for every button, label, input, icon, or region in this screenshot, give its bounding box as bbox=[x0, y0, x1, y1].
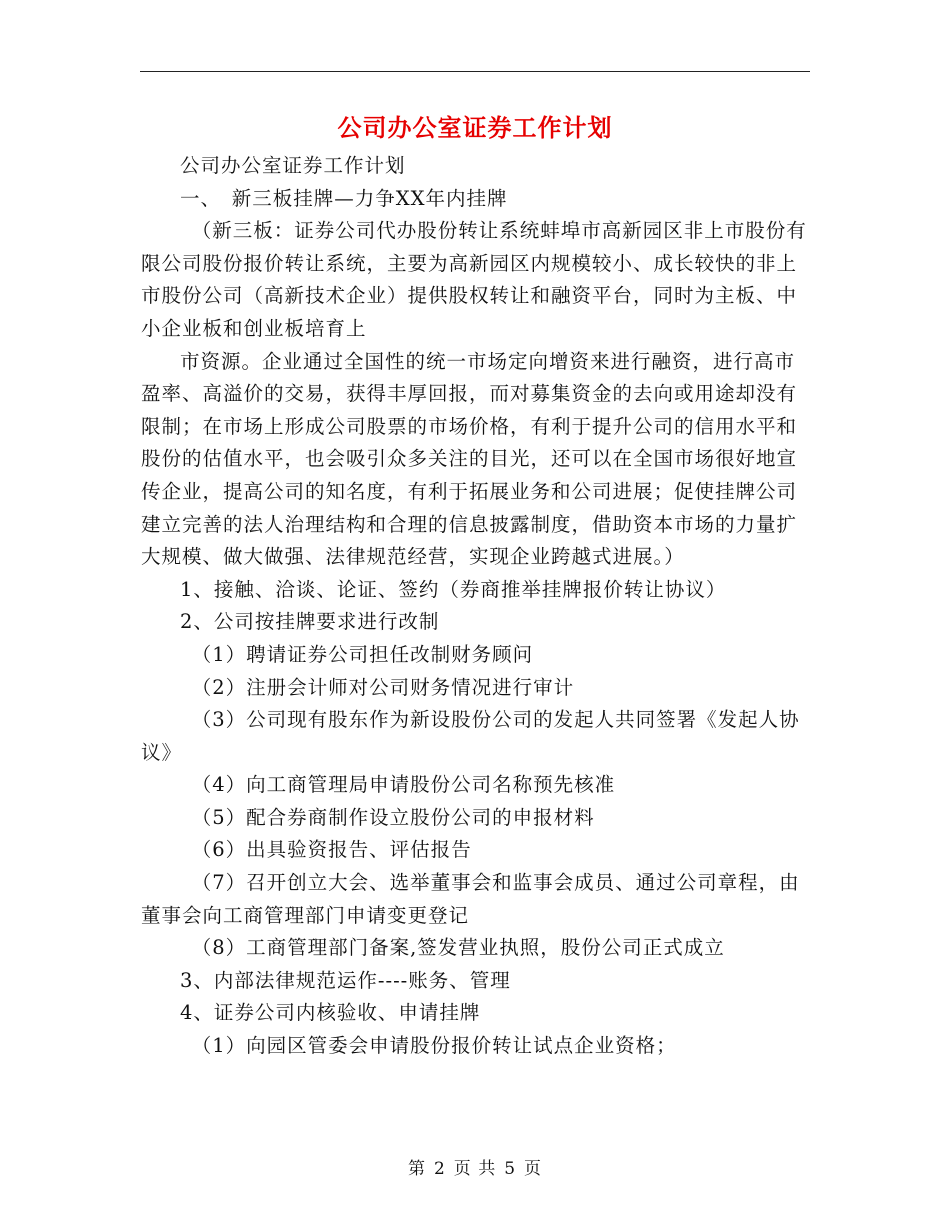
list-subitem-8: （8）工商管理部门备案,签发营业执照，股份公司正式成立 bbox=[191, 936, 725, 960]
footer-total-pages: 5 bbox=[504, 1159, 517, 1179]
list-item-3: 3、内部法律规范运作----账务、管理 bbox=[180, 968, 511, 992]
list-subitem-4: （4）向工商管理局申请股份公司名称预先核准 bbox=[191, 773, 616, 797]
list-item-4: 4、证券公司内核验收、申请挂牌 bbox=[180, 1001, 481, 1025]
paragraph-intro: （新三板：证券公司代办股份转让系统蚌埠市高新园区非上市股份有限公司股份报价转让系统，主要为高新园区内规模较小、成长较快的非上市股份公司（高新技术企业）提供股权转让和融资平台，同时为主板、中小企业板和创业板培育上 bbox=[141, 219, 807, 340]
list-subitem-3: （3）公司现有股东作为新设股份公司的发起人共同签署《发起人协议》 bbox=[141, 708, 800, 764]
list-subitem-7: （7）召开创立大会、选举董事会和监事会成员、通过公司章程，由董事会向工商管理部门申请变更登记 bbox=[141, 871, 800, 927]
paragraph-intro-cont: 市资源。企业通过全国性的统一市场定向增资来进行融资，进行高市盈率、高溢价的交易，获得丰厚回报，而对募集资金的去向或用途却没有限制；在市场上形成公司股票的市场价格，有利于提升公司的信用水平和股份的估值水平，也会吸引众多关注的目光，还可以在全国市场很好地宣传企业，提高公司的知名度，有利于拓展业务和公司进展；促使挂牌公司建立完善的法人治理结构和合理的信息披露制度，借助资本市场的力量扩大规模、做大做强、法律规范经营，实现企业跨越式进展。） bbox=[141, 349, 798, 569]
paragraph-section-1: 一、 新三板挂牌—力争XX年内挂牌 bbox=[180, 186, 508, 210]
footer-suffix: 页 bbox=[524, 1159, 543, 1179]
list-item-2: 2、公司按挂牌要求进行改制 bbox=[180, 610, 440, 634]
document-title: 公司办公室证券工作计划 bbox=[337, 113, 613, 142]
list-subitem-4-1: （1）向园区管委会申请股份报价转让试点企业资格； bbox=[191, 1034, 677, 1058]
list-item-1: 1、接触、洽谈、论证、签约（券商推举挂牌报价转让协议） bbox=[180, 577, 727, 601]
list-subitem-1: （1）聘请证券公司担任改制财务顾问 bbox=[191, 642, 534, 666]
list-subitem-5: （5）配合券商制作设立股份公司的申报材料 bbox=[191, 805, 595, 829]
footer-prefix: 第 bbox=[407, 1159, 426, 1179]
page-footer bbox=[0, 1154, 950, 1179]
list-subitem-6: （6）出具验资报告、评估报告 bbox=[191, 838, 472, 862]
footer-page-number: 2 bbox=[433, 1159, 446, 1179]
footer-middle: 页 共 bbox=[453, 1159, 497, 1179]
paragraph-subtitle: 公司办公室证券工作计划 bbox=[180, 154, 406, 177]
list-subitem-2: （2）注册会计师对公司财务情况进行审计 bbox=[191, 675, 575, 699]
header-rule bbox=[140, 71, 810, 72]
document-body bbox=[141, 150, 809, 1063]
